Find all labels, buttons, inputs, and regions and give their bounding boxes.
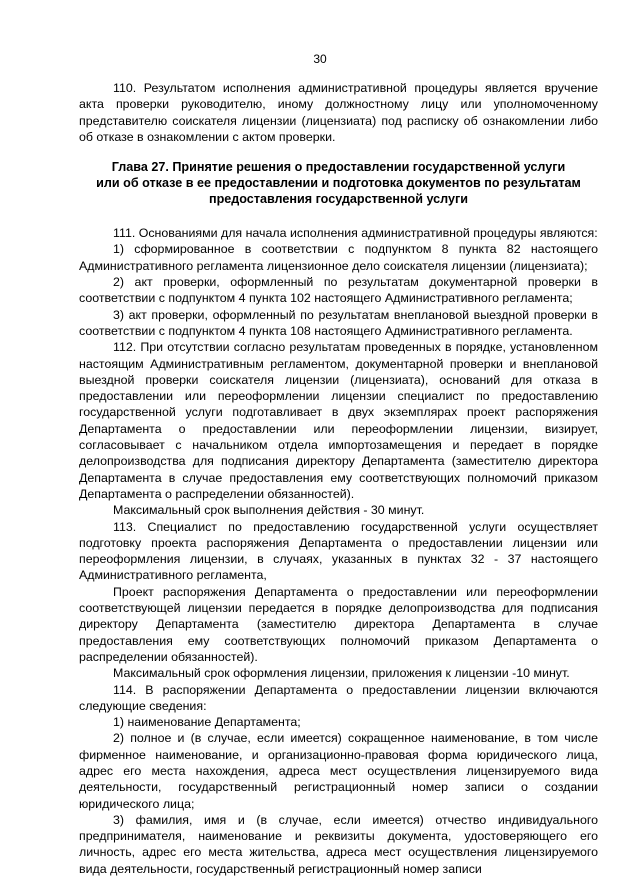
- chapter-title-line-2: или об отказе в ее предоставлении и подготовка документов по результатам: [96, 176, 581, 191]
- chapter-title-line-1: Глава 27. Принятие решения о предоставлении государственной услуги: [111, 160, 566, 175]
- chapter-title: [79, 159, 598, 207]
- paragraph-110: 110. Результатом исполнения административной процедуры является вручение акта проверки руководителю, иному должностному лицу или уполномоченному представителю соискателя лицензии (лицензиата) под расписку об ознакомлении либо об отказе в ознакомлении с актом проверки.: [79, 81, 598, 144]
- paragraph-114-item-1: 1) наименование Департамента;: [113, 715, 301, 730]
- paragraph-111: 111. Основаниями для начала исполнения административной процедуры являются:: [113, 226, 598, 241]
- paragraph-113-deadline: Максимальный срок оформления лицензии, приложения к лицензии -10 минут.: [113, 666, 570, 681]
- paragraph-114-item-2: 2) полное и (в случае, если имеется) сокращенное наименование, в том числе фирменное наименование, и организационно-правовая форма юридического лица, адрес его места нахождения, адреса мест осуществления лицензируемого вида деятельности, государственный регистрационный номер записи о создании юридического лица;: [79, 731, 598, 811]
- document-body: [79, 80, 598, 877]
- page-number: 30: [313, 52, 327, 66]
- paragraph-113-project: Проект распоряжения Департамента о предоставлении или переоформлении соответствующей лицензии передается в порядке делопроизводства для подписания директору Департамента (заместителю директора Департамента в случае предоставления ему соответствующих полномочий приказом Департамента о распределении обязанностей).: [79, 584, 598, 664]
- paragraph-112-deadline: Максимальный срок выполнения действия - 30 минут.: [113, 503, 425, 518]
- paragraph-111-item-3: 3) акт проверки, оформленный по результатам внеплановой выездной проверки в соответствии с подпунктом 4 пункта 108 настоящего Административного регламента.: [79, 307, 598, 338]
- paragraph-114: 114. В распоряжении Департамента о предоставлении лицензии включаются следующие сведения:: [79, 682, 598, 713]
- paragraph-114-item-3: 3) фамилия, имя и (в случае, если имеется) отчество индивидуального предпринимателя, наименование и реквизиты документа, удостоверяющего его личность, адрес его места жительства, адреса мест осуществления лицензируемого вида деятельности, государственный регистрационный номер записи: [79, 812, 598, 876]
- chapter-title-line-3: предоставления государственной услуги: [208, 192, 469, 207]
- paragraph-112: 112. При отсутствии согласно результатам проведенных в порядке, установленном настоящим Административным регламентом, документарной проверки и внеплановой выездной проверки соискателя лицензии (лицензиата), оснований для отказа в предоставлении или переоформлении лицензии специалист по предоставлению государственной услуги подготавливает в двух экземплярах проект распоряжения Департамента о предоставлении или переоформлении лицензии, визирует, согласовывает с начальником отдела импортозамещения и передает в порядке делопроизводства для подписания директору Департамента (заместителю директора Департамента в случае предоставления ему соответствующих полномочий приказом Департамента о распределении обязанностей).: [79, 340, 598, 501]
- paragraph-113: 113. Специалист по предоставлению государственной услуги осуществляет подготовку проекта распоряжения Департамента о предоставлении лицензии или переоформления лицензии, в случаях, указанных в пунктах 32 - 37 настоящего Административного регламента,: [79, 519, 598, 583]
- paragraph-111-item-1: 1) сформированное в соответствии с подпунктом 8 пункта 82 настоящего Административного регламента лицензионное дело соискателя лицензии (лицензиата);: [79, 242, 598, 273]
- paragraph-111-item-2: 2) акт проверки, оформленный по результатам документарной проверки в соответствии с подпунктом 4 пункта 102 настоящего Административного регламента;: [79, 275, 598, 306]
